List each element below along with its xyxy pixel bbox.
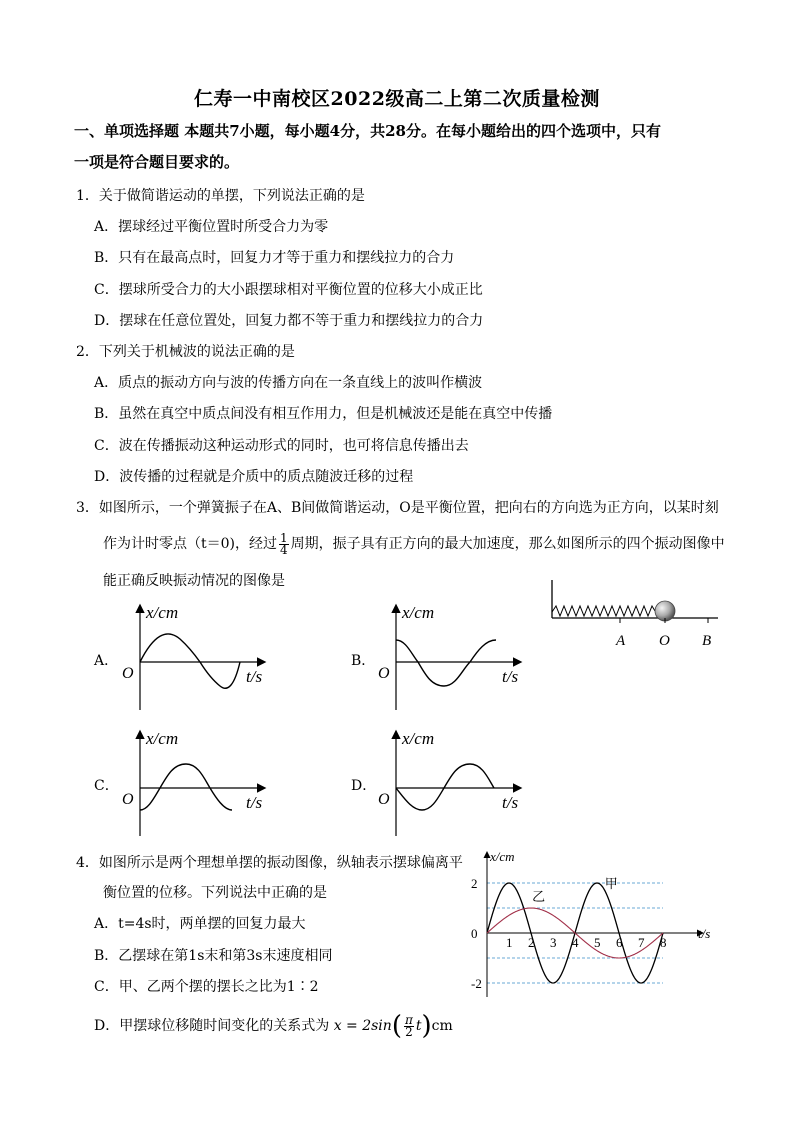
graph-b-curve (396, 640, 496, 686)
q4-x-axis-label: t/s (698, 926, 711, 941)
q2-stem: 2．下列关于机械波的说法正确的是 (76, 344, 295, 360)
graph-a-label: A． (94, 653, 119, 669)
svg-text:t/s: t/s (502, 793, 519, 812)
svg-text:t/s: t/s (502, 667, 519, 686)
spring (552, 606, 655, 616)
page-title: 仁寿一中南校区2022级高二上第二次质量检测 (194, 88, 600, 110)
x-tick-label: 4 (572, 935, 579, 950)
x-tick-label: 1 (506, 935, 513, 950)
x-tick-label: 6 (616, 935, 623, 950)
q3-stem-line2 (103, 526, 725, 562)
x-tick-label: 5 (594, 935, 601, 950)
q3-line2-pre: 作为计时零点（t＝0)，经过 (103, 536, 277, 552)
q1-stem: 1．关于做简谐运动的单摆，下列说法正确的是 (76, 188, 365, 204)
point-o-label: O (659, 633, 670, 649)
graph-b-label: B． (351, 653, 376, 669)
svg-text:O: O (378, 791, 390, 808)
graph-c (110, 726, 270, 838)
graph-d (366, 726, 526, 838)
section-heading-line1: 一、单项选择题 本题共7小题，每小题4分，共28分。在每小题给出的四个选项中，只有 (74, 122, 661, 140)
q4-stem-line1: 4．如图所示是两个理想单摆的振动图像，纵轴表示摆球偏离平 (76, 855, 463, 871)
svg-text:x/cm: x/cm (146, 603, 179, 622)
pi-over-two: $\frac{\pi}{2}$ (404, 1012, 413, 1039)
q1-option-a: A．摆球经过平衡位置时所受合力为零 (94, 219, 329, 235)
x-tick-label: 3 (550, 935, 557, 950)
y-tick-label: 0 (471, 926, 478, 941)
q3-line2-post: 周期，振子具有正方向的最大加速度，那么如图所示的四个振动图像中 (290, 536, 725, 552)
graph-a (110, 600, 270, 712)
svg-text:O: O (378, 665, 390, 682)
q2-option-d: D．波传播的过程就是介质中的质点随波迁移的过程 (94, 469, 414, 485)
svg-text:t/s: t/s (246, 667, 263, 686)
q2-option-a: A．质点的振动方向与波的传播方向在一条直线上的波叫作横波 (94, 375, 483, 391)
spring-oscillator-figure (548, 578, 724, 652)
graph-b (366, 600, 526, 712)
q4-option-c: C．甲、乙两个摆的摆长之比为1∶2 (94, 979, 319, 995)
y-tick-label: -2 (471, 976, 482, 991)
quarter-fraction: $\frac{1}{4}$ (280, 530, 288, 557)
point-b-label: B (702, 633, 712, 649)
graph-c-curve (140, 764, 232, 810)
graph-c-label: C． (94, 778, 119, 794)
series-label-jia: 甲 (604, 876, 618, 891)
section-heading-line2: 一项是符合题目要求的。 (74, 153, 240, 171)
y-tick-label: 2 (471, 876, 478, 891)
q4-y-axis-label: x/cm (490, 849, 515, 864)
q2-option-b: B．虽然在真空中质点间没有相互作用力，但是机械波还是能在真空中传播 (94, 406, 553, 422)
svg-text:x/cm: x/cm (146, 729, 179, 748)
q4-option-a: A．t=4s时，两单摆的回复力最大 (94, 916, 306, 932)
series-label-yi: 乙 (532, 889, 546, 904)
point-a-label: A (616, 633, 626, 649)
q1-option-b: B．只有在最高点时，回复力才等于重力和摆线拉力的合力 (94, 250, 455, 266)
svg-text:x/cm: x/cm (402, 603, 435, 622)
q3-stem-line3: 能正确反映振动情况的图像是 (103, 573, 285, 589)
svg-text:O: O (122, 791, 134, 808)
x-tick-label: 2 (528, 935, 535, 950)
x-tick-label: 8 (660, 935, 667, 950)
q2-option-c: C．波在传播振动这种运动形式的同时，也可将信息传播出去 (94, 438, 469, 454)
q3-stem-line1: 3．如图所示，一个弹簧振子在A、B间做简谐运动，O是平衡位置，把向右的方向选为正方向，以某时刻 (76, 500, 719, 516)
graph-d-label: D． (351, 778, 377, 794)
q4-pendulum-chart (456, 845, 726, 1003)
formula-lhs: x = 2sin (333, 1018, 392, 1034)
svg-text:O: O (122, 665, 134, 682)
q4-option-d: D．甲摆球位移随时间变化的关系式为 x = 2sin( $\frac{\pi}{2}$ t)cm (94, 1011, 453, 1041)
q1-option-d: D．摆球在任意位置处，回复力都不等于重力和摆线拉力的合力 (94, 313, 484, 329)
q4-option-b: B．乙摆球在第1s末和第3s末速度相同 (94, 948, 333, 964)
svg-text:x/cm: x/cm (402, 729, 435, 748)
svg-text:t/s: t/s (246, 793, 263, 812)
x-tick-label: 7 (638, 935, 645, 950)
graph-d-curve (396, 764, 494, 810)
q1-option-c: C．摆球所受合力的大小跟摆球相对平衡位置的位移大小成正比 (94, 282, 483, 298)
q4-stem-line2: 衡位置的位移。下列说法中正确的是 (103, 885, 327, 901)
